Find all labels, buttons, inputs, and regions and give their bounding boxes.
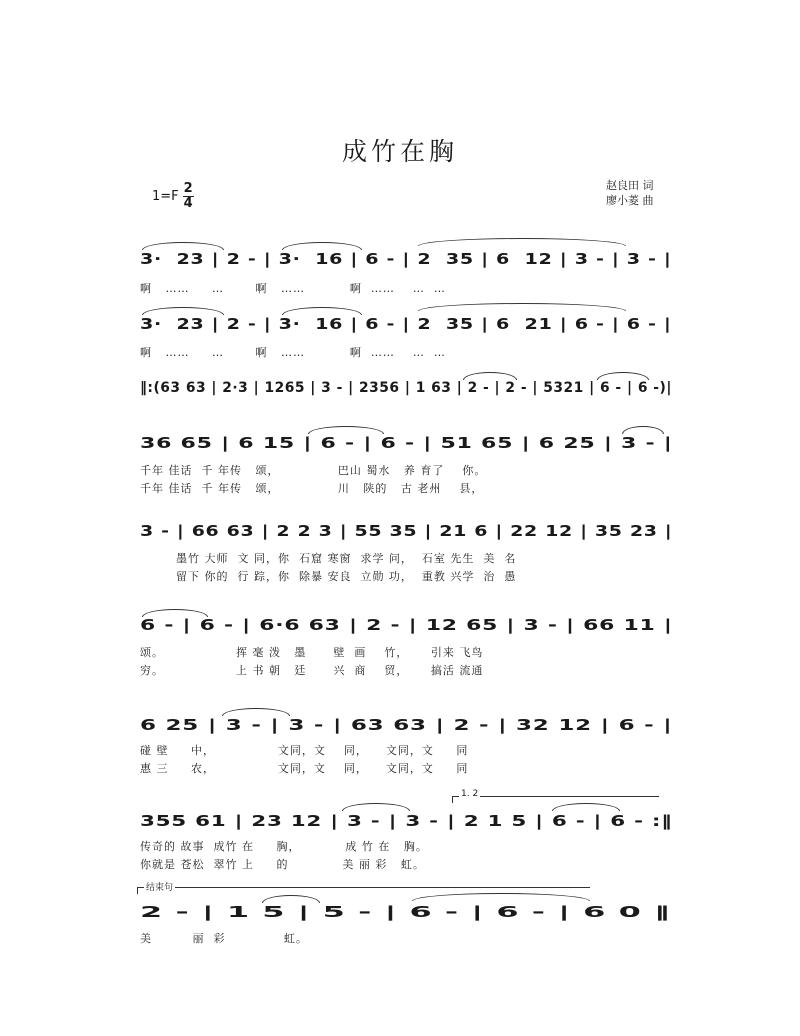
lyrics-verse-1: 千年 佳话 千 年传 颂， 巴山 蜀水 养 育了 你。 xyxy=(140,464,487,477)
score-line-3-intro xyxy=(140,380,672,420)
slur xyxy=(308,426,384,434)
time-signature xyxy=(183,182,194,211)
lyrics-verse-2: 千年 佳话 千 年传 颂， 川 陕的 古 老州 县， xyxy=(140,482,484,495)
slur xyxy=(342,803,410,811)
slur xyxy=(418,238,626,246)
lyrics: 啊 …… … 啊 …… 啊 …… … … xyxy=(140,282,446,295)
slur xyxy=(142,307,224,315)
volta-label: 1. 2 xyxy=(461,789,479,799)
slur xyxy=(282,242,362,250)
slur xyxy=(142,242,224,250)
key-signature xyxy=(152,182,194,211)
lyrics-verse-2: 惠 三 农， 文同，文 同， 文同，文 同 xyxy=(140,762,469,775)
lyrics-verse-1: 碰 壁 中， 文同，文 同， 文同，文 同 xyxy=(140,744,469,757)
time-bottom: 4 xyxy=(183,196,193,211)
slur xyxy=(622,426,664,434)
notes: 6 25 | 3 - | 3 - | 63 63 | 2 - | 32 12 | 6 - | xyxy=(140,716,673,734)
lyrics: 啊 …… … 啊 …… 啊 …… … … xyxy=(140,346,446,359)
coda-label: 结束句 xyxy=(146,883,174,893)
notes: 3 - | 66 63 | 2 2 3 | 55 35 | 21 6 | 22 12 | 35 23 | xyxy=(140,522,673,540)
key-label: 1=F xyxy=(152,189,179,204)
lyrics-verse-1: 颂。 挥 毫 泼 墨 壁 画 竹， 引来 飞鸟 xyxy=(140,646,484,659)
lyrics-verse-1: 墨竹 大师 文 同，你 石窟 寒窗 求学 问， 石室 先生 美 名 xyxy=(140,552,517,565)
lyrics-verse-2: 穷。 上 书 朝 廷 兴 商 贸， 搞活 流通 xyxy=(140,664,484,677)
slur xyxy=(412,893,590,901)
notes: 2 - | 1 5 | 5 - | 6 - | 6 - | 6 0 ‖ xyxy=(140,903,672,921)
lyrics-verse-2: 你就是 苍松 翠竹 上 的 美 丽 彩 虹。 xyxy=(140,858,425,871)
credits xyxy=(606,178,654,208)
slur xyxy=(597,372,649,380)
slur xyxy=(222,708,290,716)
slur xyxy=(418,303,626,311)
lyrics-verse-2: 留下 你的 行 踪，你 除暴 安良 立勋 功， 重教 兴学 治 愚 xyxy=(140,570,517,583)
slur xyxy=(552,803,620,811)
slur xyxy=(262,895,320,903)
lyricist: 赵良田 词 xyxy=(606,179,654,192)
notes: 3· 23 | 2 - | 3· 16 | 6 - | 2 35 | 6 21 | 6 - | 6 - | xyxy=(140,315,672,333)
notes: 355 61 | 23 12 | 3 - | 3 - | 2 1 5 | 6 - | 6 - :‖ xyxy=(140,812,673,830)
notes: 3· 23 | 2 - | 3· 16 | 6 - | 2 35 | 6 12 | 3 - | 3 - | xyxy=(140,250,672,268)
lyrics: 美 丽 彩 虹。 xyxy=(140,932,308,945)
notes: 36 65 | 6 15 | 6 - | 6 - | 51 65 | 6 25 | 3 - | xyxy=(140,434,673,452)
time-top: 2 xyxy=(183,181,193,196)
notes: 6 - | 6 - | 6·6 63 | 2 - | 12 65 | 3 - | 66 11 | xyxy=(140,616,673,634)
song-title: 成竹在胸 xyxy=(341,137,458,166)
slur xyxy=(282,307,362,315)
volta-bracket xyxy=(452,789,659,803)
composer: 廖小菱 曲 xyxy=(606,194,654,207)
slur xyxy=(463,372,517,380)
notes: ‖:(63 63 | 2·3 | 1265 | 3 - | 2356 | 1 63 | 2 - | 2 - | 5321 | 6 - | 6 -)| xyxy=(140,380,672,396)
lyrics-verse-1: 传奇的 故事 成竹 在 胸， 成 竹 在 胸。 xyxy=(140,840,428,853)
